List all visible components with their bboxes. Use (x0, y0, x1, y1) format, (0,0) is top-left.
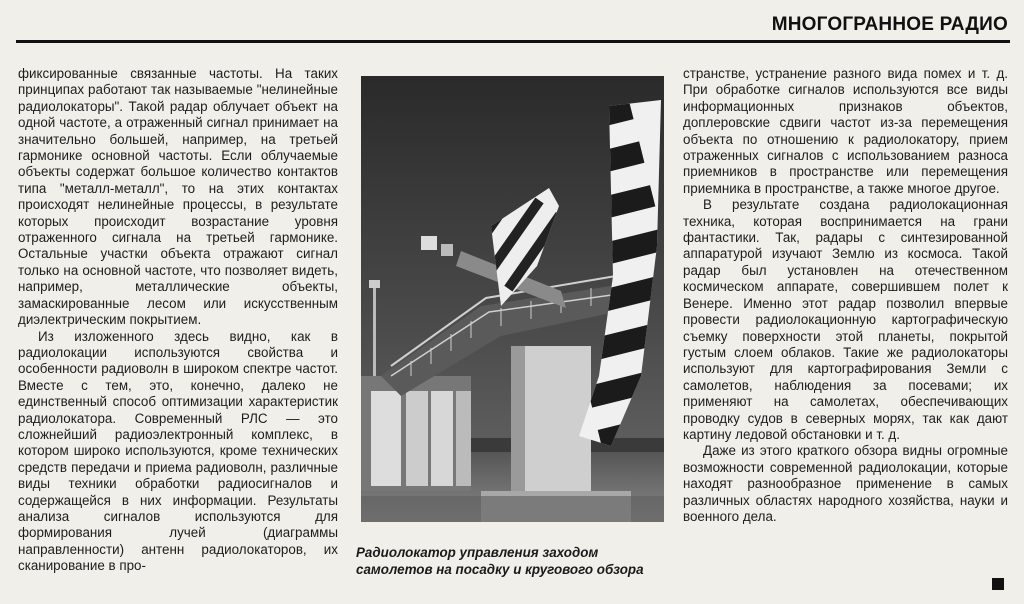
header-rule (16, 40, 1010, 43)
radar-photo (361, 76, 664, 522)
section-title: МНОГОГРАННОЕ РАДИО (771, 14, 1008, 35)
paragraph: странстве, устранение разного вида помех и т. д. При обработке сигналов используются все виды информационных признаков объектов, доплеровские сдвиги частот из-за перемещения объекта по отношению к радиолокатору, прием отраженных сигналов с использованием разноса приемников в пространстве или перемещения приемника в пространстве, а также многое другое. (683, 66, 1008, 196)
paragraph: фиксированные связанные частоты. На таких принципах работают так называемые "нелинейные радиолокаторы". Такой радар облучает объект на одной частоте, а отраженный сигнал принимает на значительно большей, например, на третьей гармонике основной частоты. Если облучаемые объекты содержат большое количество контактов типа "металл-металл", то на этих контактах происходят нелинейные процессы, в результате которых происходит возрастание уровня отраженного сигнала на третьей гармонике. Остальные участки объекта отражают сигнал только на основной частоте, что позволяет видеть, например, металлические объекты, замаскированные лесом или искусственным диэлектрическим покрытием. (18, 66, 338, 328)
paragraph: Даже из этого краткого обзора видны огромные возможности современной радиолокации, которые находят разнообразное применение в самых различных областях народного хозяйства, науки и военного дела. (683, 443, 1008, 524)
paragraph: Из изложенного здесь видно, как в радиолокации используются свойства и особенности радиоволн в широком спектре частот. Вместе с тем, это, конечно, далеко не единственный способ оптимизации характеристик радиолокатора. Современный РЛС — это сложнейший радиоэлектронный комплекс, в котором широко используются, кроме технических средств передачи и приема радиоволн, различные виды техники обработки радиосигналов и содержащейся в них информации. Результаты анализа сигналов используются для формирования лучей (диаграммы направленности) антенн радиолокаторов, их сканирование в про- (18, 328, 338, 574)
article-end-mark (992, 578, 1004, 590)
paragraph: В результате создана радиолокационная техника, которая воспринимается на грани фантастики. Так, радары с синтезированной аппаратурой изучают Землю из космоса. Такой радар был установлен на отечественном космическом аппарате, совершившем полет к Венере. Именно этот радар позволил впервые провести радиолокационную картографическую съемку поверхности этой планеты, покрытой густым слоем облаков. Такие же радиолокаторы используют для картографирования Земли с самолетов, наблюдения за посевами; их применяют на самолетах, обеспечивающих проводку судов в северных морях, так как дают картину ледовой обстановки и т. д. (683, 197, 1008, 442)
photo-caption: Радиолокатор управления заходом самолетов на посадку и кругового обзора (356, 545, 644, 577)
article-column-left (18, 66, 338, 575)
page-header (0, 0, 1024, 44)
article-column-right (683, 66, 1008, 525)
